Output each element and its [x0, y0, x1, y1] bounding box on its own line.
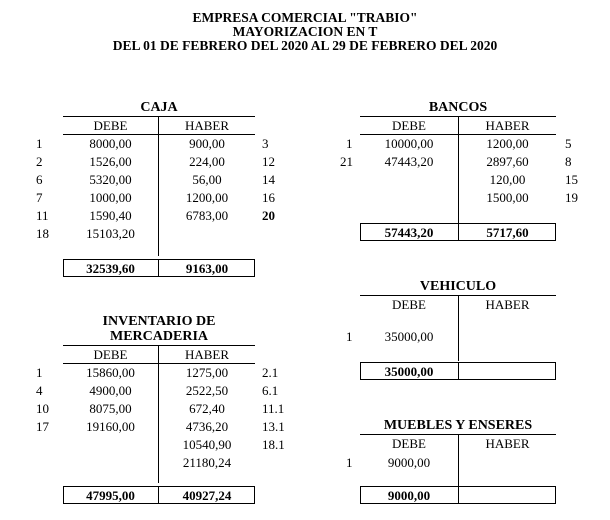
haber-amount: 10540,90	[182, 437, 232, 452]
entry-ref: 20	[262, 208, 275, 223]
debe-amount: 8075,00	[89, 401, 132, 416]
debe-amount: 4900,00	[89, 383, 132, 398]
t-header-line	[360, 134, 556, 135]
total-haber: 9163,00	[185, 261, 229, 276]
total-debe: 32539,60	[86, 261, 135, 276]
debe-amount: 8000,00	[89, 136, 132, 151]
total-divider	[458, 362, 459, 380]
debe-header: DEBE	[392, 118, 426, 133]
haber-header: HABER	[184, 118, 230, 133]
debe-header: DEBE	[392, 436, 426, 451]
haber-amount: 1200,00	[185, 190, 229, 205]
account-title-line1: INVENTARIO DE	[102, 314, 216, 329]
debe-amount: 1590,40	[89, 208, 132, 223]
entry-ref: 3	[262, 136, 269, 151]
debe-amount: 15103,20	[86, 226, 135, 241]
debe-header: DEBE	[93, 347, 128, 362]
debe-amount: 5320,00	[89, 172, 132, 187]
t-header-line	[63, 363, 255, 364]
entry-ref: 18	[36, 226, 49, 241]
total-debe: 9000,00	[387, 488, 431, 503]
entry-ref: 11.1	[262, 401, 285, 416]
haber-amount: 224,00	[189, 154, 225, 169]
haber-amount: 56,00	[192, 172, 222, 187]
debe-amount: 15860,00	[86, 365, 135, 380]
haber-amount: 4736,20	[185, 419, 229, 434]
entry-ref: 2.1	[262, 365, 279, 380]
debe-amount: 35000,00	[384, 329, 434, 344]
total-debe: 57443,20	[384, 225, 434, 240]
entry-ref: 6.1	[262, 383, 279, 398]
t-top-line	[63, 116, 255, 117]
entry-ref: 8	[565, 154, 572, 169]
debe-amount: 19160,00	[86, 419, 135, 434]
haber-header: HABER	[184, 347, 230, 362]
account-title: MUEBLES Y ENSERES	[383, 418, 533, 433]
report-title: MAYORIZACION EN T	[232, 24, 378, 39]
entry-ref: 6	[36, 172, 43, 187]
entry-ref: 18.1	[262, 437, 285, 452]
haber-header: HABER	[485, 297, 530, 312]
entry-ref: 14	[262, 172, 275, 187]
entry-ref: 12	[262, 154, 275, 169]
t-header-line	[63, 134, 255, 135]
total-debe: 47995,00	[86, 488, 135, 503]
debe-amount: 1526,00	[89, 154, 132, 169]
debe-amount: 47443,20	[384, 154, 434, 169]
debe-amount: 9000,00	[387, 455, 431, 470]
account-title: VEHICULO	[419, 279, 497, 294]
haber-amount: 900,00	[189, 136, 225, 151]
haber-header: HABER	[485, 436, 530, 451]
company-name: EMPRESA COMERCIAL "TRABIO"	[192, 10, 418, 25]
total-haber: 40927,24	[182, 488, 232, 503]
account-title: BANCOS	[428, 100, 488, 115]
report-period: DEL 01 DE FEBRERO DEL 2020 AL 29 DE FEBRERO DEL 2020	[112, 38, 498, 53]
entry-ref: 13.1	[262, 419, 285, 434]
debe-amount: 1000,00	[89, 190, 132, 205]
entry-ref: 4	[36, 383, 43, 398]
t-top-line	[63, 345, 255, 346]
account-title-line2: MERCADERIA	[110, 329, 208, 344]
entry-ref: 1	[36, 136, 43, 151]
entry-ref: 16	[262, 190, 275, 205]
haber-amount: 120,00	[489, 172, 526, 187]
haber-amount: 2897,60	[486, 154, 529, 169]
total-haber: 5717,60	[486, 225, 529, 240]
entry-ref: 17	[36, 419, 49, 434]
debe-header: DEBE	[392, 297, 426, 312]
entry-ref: 5	[565, 136, 572, 151]
entry-ref: 1	[346, 136, 353, 151]
haber-amount: 6783,00	[185, 208, 229, 223]
total-debe: 35000,00	[384, 364, 434, 379]
entry-ref: 7	[36, 190, 43, 205]
haber-header: HABER	[485, 118, 530, 133]
entry-ref: 10	[36, 401, 49, 416]
total-divider	[458, 486, 459, 504]
haber-amount: 2522,50	[185, 383, 229, 398]
entry-ref: 19	[565, 190, 578, 205]
entry-ref: 15	[565, 172, 578, 187]
debe-header: DEBE	[93, 118, 128, 133]
haber-amount: 1500,00	[486, 190, 529, 205]
entry-ref: 2	[36, 154, 43, 169]
debe-amount: 10000,00	[384, 136, 434, 151]
entry-ref: 1	[346, 329, 353, 344]
haber-amount: 21180,24	[182, 455, 232, 470]
entry-ref: 1	[346, 455, 353, 470]
account-title: CAJA	[140, 100, 178, 115]
entry-ref: 1	[36, 365, 43, 380]
entry-ref: 21	[340, 154, 353, 169]
haber-amount: 1275,00	[185, 365, 229, 380]
haber-amount: 672,40	[189, 401, 225, 416]
haber-amount: 1200,00	[486, 136, 529, 151]
entry-ref: 11	[36, 208, 49, 223]
